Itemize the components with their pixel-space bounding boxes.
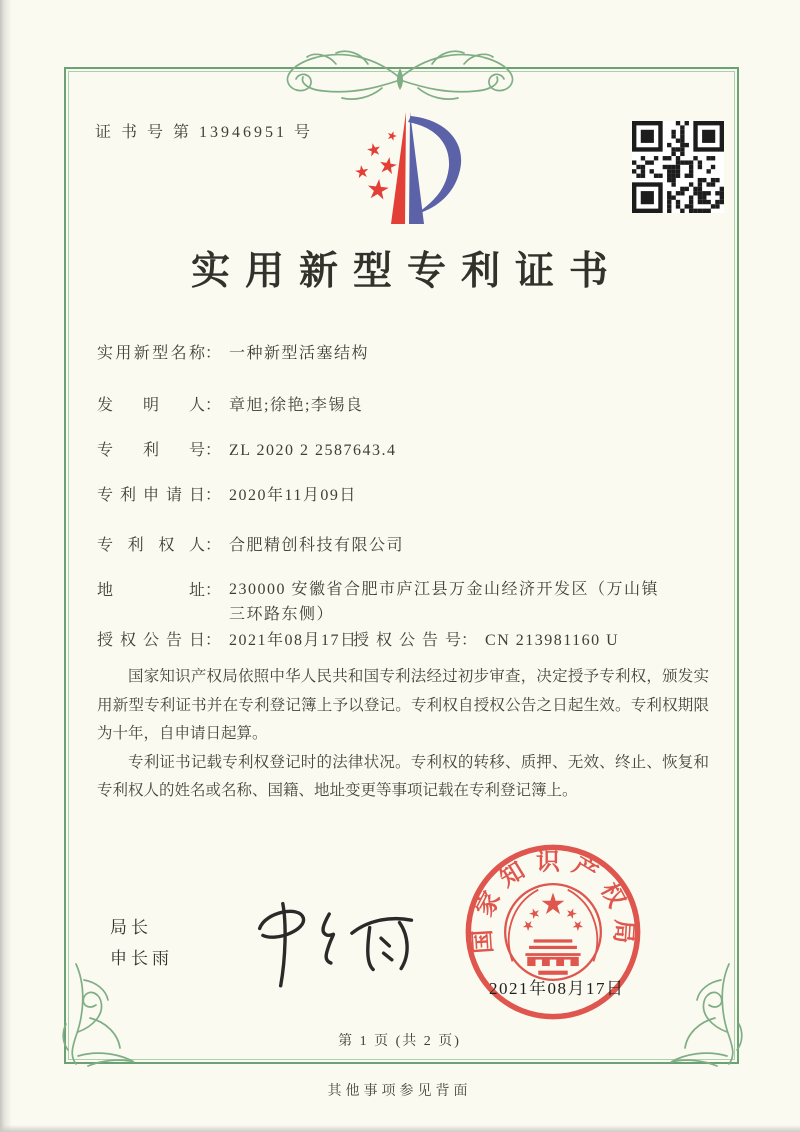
field-value: 一种新型活塞结构 (229, 345, 370, 362)
field-colon: ： (205, 632, 222, 649)
field-value: 2020年11月09日 (229, 487, 357, 504)
field-colon: ： (205, 397, 222, 414)
field-label: 专利申请日 (97, 487, 205, 504)
field-colon: ： (205, 487, 222, 504)
field-colon: ： (205, 345, 222, 362)
director-name: 申长雨 (110, 949, 173, 968)
field-colon: ： (205, 537, 222, 554)
field-label: 地址 (97, 582, 205, 599)
director-signature (230, 880, 430, 995)
field-row-patentee (97, 532, 404, 555)
field-label: 授权公告日 (97, 632, 205, 649)
field-label: 发明人 (97, 397, 205, 414)
field-value: 合肥精创科技有限公司 (229, 537, 405, 554)
certificate-number: 证 书 号 第 13946951 号 (95, 124, 314, 141)
director-title: 局长 (110, 918, 152, 937)
border-ornament-top-center-icon (270, 40, 530, 110)
field-label: 专利权人 (97, 537, 205, 554)
field-label: 实用新型名称 (97, 345, 205, 362)
field-row-address (97, 577, 665, 627)
legal-paragraph-1: 国家知识产权局依照中华人民共和国专利法经过初步审查，决定授予专利权，颁发实用新型专利证书并在专利登记簿上予以登记。专利权自授权公告之日起生效。专利权期限为十年，自申请日起算。 (97, 668, 709, 742)
border-ornament-bottom-right-icon (636, 958, 751, 1073)
certificate-title: 实用新型专利证书 (190, 250, 623, 293)
field-colon: ： (205, 442, 222, 459)
back-note: 其他事项参见背面 (327, 1084, 472, 1099)
border-ornament-bottom-left-icon (54, 958, 169, 1073)
field-colon: ： (461, 632, 478, 649)
field-row-filing-date (97, 482, 357, 505)
field-value: ZL 2020 2 2587643.4 (229, 442, 397, 459)
legal-text-block (97, 663, 709, 806)
field-row-grant-date (97, 627, 358, 650)
field-label: 授权公告号 (353, 632, 461, 649)
field-value: 章旭;徐艳;李锡良 (229, 397, 364, 414)
national-emblem-icon (505, 884, 601, 980)
field-row-patent-number (97, 437, 396, 460)
seal-date: 2021年08月17日 (489, 979, 625, 998)
field-value: 2021年08月17日 (229, 632, 358, 649)
page-edge-shadow-bottom (0, 1125, 800, 1132)
field-colon: ： (205, 582, 222, 599)
page-edge-shadow (0, 0, 12, 1132)
field-value: 230000 安徽省合肥市庐江县万金山经济开发区（万山镇三环路东侧） (229, 581, 660, 623)
field-row-inventors (97, 392, 363, 415)
field-value: CN 213981160 U (485, 632, 620, 649)
field-row-utility-model-name (97, 340, 369, 363)
field-label: 专利号 (97, 442, 205, 459)
legal-paragraph-2: 专利证书记载专利权登记时的法律状况。专利权的转移、质押、无效、终止、恢复和专利权人的姓名或名称、国籍、地址变更等事项记载在专利登记簿上。 (97, 753, 709, 799)
qr-code (632, 121, 724, 213)
seal-text: 国家知识产权局 (469, 849, 637, 955)
cnipa-logo-icon (336, 100, 486, 236)
page-indicator: 第 1 页 (共 2 页) (338, 1034, 461, 1049)
field-row-grant-number (353, 627, 619, 650)
